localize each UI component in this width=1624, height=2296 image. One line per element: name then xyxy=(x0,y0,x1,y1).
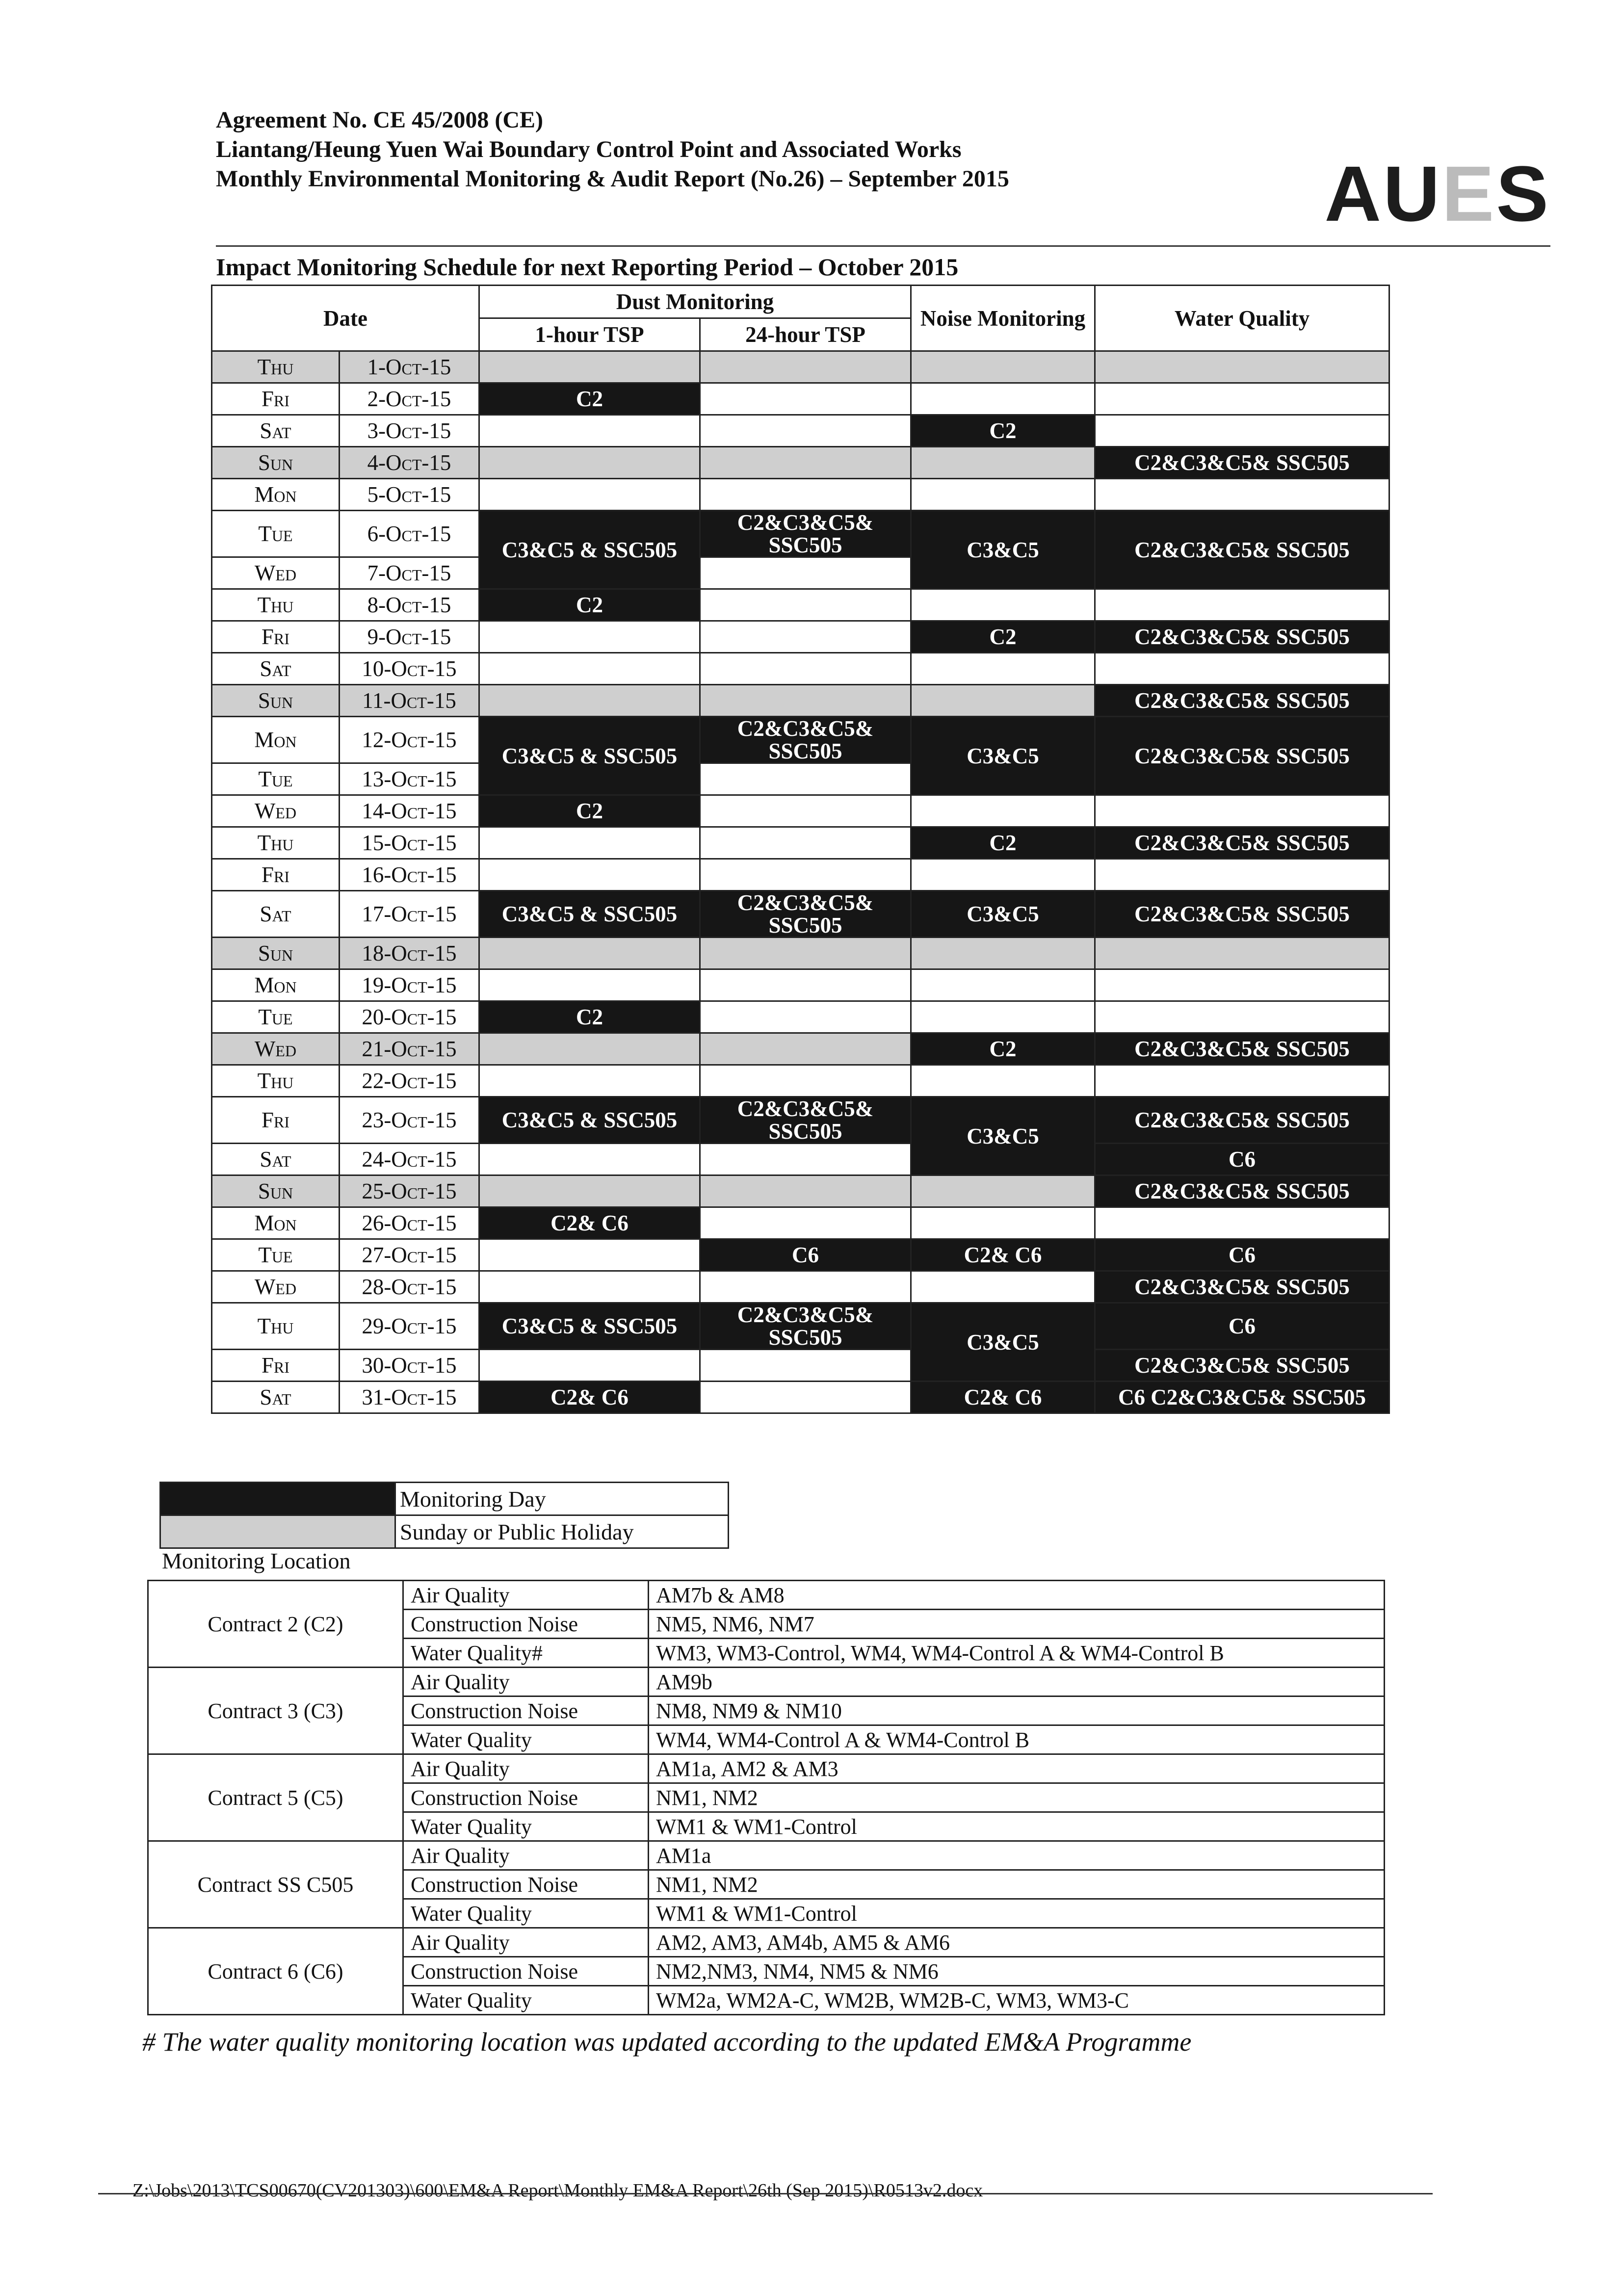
tsp-1hr-cell: C3&C5 & SSC505 xyxy=(479,1097,700,1144)
day-cell: Mon xyxy=(212,969,340,1001)
empty-cell xyxy=(1095,969,1389,1001)
empty-cell xyxy=(479,1065,700,1097)
header-water-quality: Water Quality xyxy=(1095,286,1389,351)
contract-name: Contract 5 (C5) xyxy=(148,1754,403,1841)
water-quality-cell: C2&C3&C5& SSC505 xyxy=(1095,511,1389,589)
parameter-type: Construction Noise xyxy=(403,1696,649,1725)
schedule-row xyxy=(212,1033,1389,1065)
day-cell: Sat xyxy=(212,891,340,938)
day-cell: Fri xyxy=(212,621,340,653)
empty-cell xyxy=(700,795,911,827)
empty-cell xyxy=(479,351,700,383)
empty-cell xyxy=(700,859,911,891)
empty-cell xyxy=(911,1271,1095,1303)
empty-cell xyxy=(1095,1065,1389,1097)
water-quality-cell: C2&C3&C5& SSC505 xyxy=(1095,1033,1389,1065)
empty-cell xyxy=(479,447,700,479)
empty-cell xyxy=(1095,351,1389,383)
footnote: # The water quality monitoring location was updated according to the updated EM&A Programme xyxy=(142,2027,1192,2057)
empty-cell xyxy=(700,557,911,589)
day-cell: Thu xyxy=(212,351,340,383)
tsp-24hr-cell: C2&C3&C5& SSC505 xyxy=(700,1097,911,1144)
day-cell: Sun xyxy=(212,685,340,717)
parameter-type: Water Quality xyxy=(403,1812,649,1841)
date-cell: 17-Oct-15 xyxy=(340,891,479,938)
tsp-1hr-cell: C2& C6 xyxy=(479,1207,700,1239)
header-24hr-tsp: 24-hour TSP xyxy=(700,318,911,351)
empty-cell xyxy=(700,763,911,795)
location-codes: WM4, WM4-Control A & WM4-Control B xyxy=(649,1725,1385,1754)
location-codes: AM9b xyxy=(649,1668,1385,1696)
date-cell: 3-Oct-15 xyxy=(340,415,479,447)
tsp-1hr-cell: C2& C6 xyxy=(479,1382,700,1413)
water-quality-cell: C6 xyxy=(1095,1303,1389,1350)
day-cell: Tue xyxy=(212,1001,340,1033)
legend xyxy=(159,1482,729,1549)
empty-cell xyxy=(479,1239,700,1271)
day-cell: Thu xyxy=(212,589,340,621)
header-noise-monitoring: Noise Monitoring xyxy=(911,286,1095,351)
date-cell: 13-Oct-15 xyxy=(340,763,479,795)
schedule-row xyxy=(212,1271,1389,1303)
parameter-type: Water Quality xyxy=(403,1899,649,1928)
noise-cell: C2 xyxy=(911,1033,1095,1065)
empty-cell xyxy=(700,653,911,685)
logo-text-e: E xyxy=(1441,150,1496,237)
legend-swatch-sunday-holiday xyxy=(160,1515,395,1548)
header-dust-monitoring: Dust Monitoring xyxy=(479,286,911,318)
empty-cell xyxy=(911,1065,1095,1097)
noise-cell: C3&C5 xyxy=(911,1097,1095,1175)
date-cell: 10-Oct-15 xyxy=(340,653,479,685)
location-codes: WM1 & WM1-Control xyxy=(649,1812,1385,1841)
tsp-1hr-cell: C2 xyxy=(479,589,700,621)
empty-cell xyxy=(700,827,911,859)
date-cell: 25-Oct-15 xyxy=(340,1175,479,1207)
noise-cell: C2 xyxy=(911,621,1095,653)
empty-cell xyxy=(479,685,700,717)
day-cell: Thu xyxy=(212,1065,340,1097)
date-cell: 19-Oct-15 xyxy=(340,969,479,1001)
date-cell: 26-Oct-15 xyxy=(340,1207,479,1239)
empty-cell xyxy=(700,1350,911,1382)
schedule-row xyxy=(212,969,1389,1001)
day-cell: Wed xyxy=(212,1033,340,1065)
tsp-1hr-cell: C2 xyxy=(479,1001,700,1033)
empty-cell xyxy=(700,621,911,653)
empty-cell xyxy=(479,1175,700,1207)
empty-cell xyxy=(1095,383,1389,415)
location-codes: NM5, NM6, NM7 xyxy=(649,1610,1385,1639)
legend-row xyxy=(160,1515,729,1548)
day-cell: Thu xyxy=(212,827,340,859)
empty-cell xyxy=(479,621,700,653)
schedule-row xyxy=(212,891,1389,938)
date-cell: 14-Oct-15 xyxy=(340,795,479,827)
empty-cell xyxy=(700,1382,911,1413)
empty-cell xyxy=(911,1207,1095,1239)
empty-cell xyxy=(911,351,1095,383)
logo-text-s: S xyxy=(1496,150,1550,237)
empty-cell xyxy=(911,1001,1095,1033)
empty-cell xyxy=(1095,1207,1389,1239)
parameter-type: Water Quality xyxy=(403,1986,649,2015)
noise-cell: C3&C5 xyxy=(911,1303,1095,1382)
schedule-row xyxy=(212,621,1389,653)
empty-cell xyxy=(1095,479,1389,511)
location-codes: AM1a, AM2 & AM3 xyxy=(649,1754,1385,1783)
monitoring-schedule-table xyxy=(211,285,1390,1414)
location-codes: WM3, WM3-Control, WM4, WM4-Control A & WM4-Control B xyxy=(649,1639,1385,1668)
legend-label-sunday-holiday: Sunday or Public Holiday xyxy=(395,1515,729,1548)
location-codes: AM2, AM3, AM4b, AM5 & AM6 xyxy=(649,1928,1385,1957)
header-1hr-tsp: 1-hour TSP xyxy=(479,318,700,351)
date-cell: 9-Oct-15 xyxy=(340,621,479,653)
day-cell: Wed xyxy=(212,557,340,589)
water-quality-cell: C6 xyxy=(1095,1144,1389,1175)
noise-cell: C2 xyxy=(911,415,1095,447)
schedule-row xyxy=(212,1144,1389,1175)
date-cell: 24-Oct-15 xyxy=(340,1144,479,1175)
location-codes: NM2,NM3, NM4, NM5 & NM6 xyxy=(649,1957,1385,1986)
day-cell: Mon xyxy=(212,1207,340,1239)
parameter-type: Air Quality xyxy=(403,1928,649,1957)
empty-cell xyxy=(1095,589,1389,621)
water-quality-cell: C2&C3&C5& SSC505 xyxy=(1095,1175,1389,1207)
schedule-row xyxy=(212,717,1389,763)
day-cell: Sun xyxy=(212,447,340,479)
date-cell: 4-Oct-15 xyxy=(340,447,479,479)
header-date: Date xyxy=(212,286,479,351)
date-cell: 11-Oct-15 xyxy=(340,685,479,717)
tsp-24hr-cell: C2&C3&C5& SSC505 xyxy=(700,511,911,557)
day-cell: Tue xyxy=(212,763,340,795)
empty-cell xyxy=(700,1144,911,1175)
schedule-row xyxy=(212,795,1389,827)
location-codes: NM8, NM9 & NM10 xyxy=(649,1696,1385,1725)
day-cell: Sun xyxy=(212,938,340,969)
schedule-row xyxy=(212,1239,1389,1271)
tsp-1hr-cell: C3&C5 & SSC505 xyxy=(479,511,700,589)
empty-cell xyxy=(1095,795,1389,827)
tsp-24hr-cell: C6 xyxy=(700,1239,911,1271)
legend-swatch-monitoring-day xyxy=(160,1483,395,1515)
tsp-1hr-cell: C3&C5 & SSC505 xyxy=(479,891,700,938)
day-cell: Sat xyxy=(212,653,340,685)
parameter-type: Construction Noise xyxy=(403,1870,649,1899)
day-cell: Mon xyxy=(212,479,340,511)
tsp-24hr-cell: C2&C3&C5& SSC505 xyxy=(700,717,911,763)
empty-cell xyxy=(911,447,1095,479)
day-cell: Sun xyxy=(212,1175,340,1207)
water-quality-cell: C2&C3&C5& SSC505 xyxy=(1095,891,1389,938)
water-quality-cell: C2&C3&C5& SSC505 xyxy=(1095,621,1389,653)
header-rule xyxy=(216,245,1550,247)
empty-cell xyxy=(479,479,700,511)
date-cell: 22-Oct-15 xyxy=(340,1065,479,1097)
empty-cell xyxy=(911,795,1095,827)
empty-cell xyxy=(700,969,911,1001)
schedule-row xyxy=(212,1207,1389,1239)
day-cell: Tue xyxy=(212,1239,340,1271)
location-codes: WM2a, WM2A-C, WM2B, WM2B-C, WM3, WM3-C xyxy=(649,1986,1385,2015)
parameter-type: Water Quality# xyxy=(403,1639,649,1668)
legend-row xyxy=(160,1483,729,1515)
noise-cell: C2 xyxy=(911,827,1095,859)
empty-cell xyxy=(700,1175,911,1207)
schedule-body xyxy=(212,351,1389,1413)
contract-name: Contract SS C505 xyxy=(148,1841,403,1928)
file-path: Z:\Jobs\2013\TCS00670(CV201303)\600\EM&A Report\Monthly EM&A Report\26th (Sep 2015)\R0513v2.docx xyxy=(132,2180,983,2201)
noise-cell: C2& C6 xyxy=(911,1382,1095,1413)
date-cell: 12-Oct-15 xyxy=(340,717,479,763)
day-cell: Mon xyxy=(212,717,340,763)
empty-cell xyxy=(479,1144,700,1175)
schedule-row xyxy=(212,511,1389,557)
schedule-row xyxy=(212,859,1389,891)
empty-cell xyxy=(479,859,700,891)
schedule-row xyxy=(212,685,1389,717)
schedule-row xyxy=(212,1097,1389,1144)
tsp-1hr-cell: C2 xyxy=(479,383,700,415)
date-cell: 1-Oct-15 xyxy=(340,351,479,383)
day-cell: Fri xyxy=(212,859,340,891)
legend-label-monitoring-day: Monitoring Day xyxy=(395,1483,729,1515)
date-cell: 7-Oct-15 xyxy=(340,557,479,589)
empty-cell xyxy=(479,938,700,969)
parameter-type: Water Quality xyxy=(403,1725,649,1754)
aues-logo xyxy=(1324,150,1550,237)
tsp-1hr-cell: C2 xyxy=(479,795,700,827)
water-quality-cell: C2&C3&C5& SSC505 xyxy=(1095,1097,1389,1144)
date-cell: 30-Oct-15 xyxy=(340,1350,479,1382)
empty-cell xyxy=(700,479,911,511)
location-row xyxy=(148,1581,1385,1610)
empty-cell xyxy=(1095,415,1389,447)
location-codes: NM1, NM2 xyxy=(649,1870,1385,1899)
location-codes: AM7b & AM8 xyxy=(649,1581,1385,1610)
noise-cell: C3&C5 xyxy=(911,891,1095,938)
empty-cell xyxy=(479,653,700,685)
date-cell: 5-Oct-15 xyxy=(340,479,479,511)
date-cell: 2-Oct-15 xyxy=(340,383,479,415)
date-cell: 23-Oct-15 xyxy=(340,1097,479,1144)
day-cell: Wed xyxy=(212,795,340,827)
schedule-row xyxy=(212,479,1389,511)
empty-cell xyxy=(911,653,1095,685)
date-cell: 15-Oct-15 xyxy=(340,827,479,859)
date-cell: 29-Oct-15 xyxy=(340,1303,479,1350)
day-cell: Sat xyxy=(212,1382,340,1413)
noise-cell: C3&C5 xyxy=(911,717,1095,795)
footer-rule xyxy=(98,2193,1433,2194)
date-cell: 8-Oct-15 xyxy=(340,589,479,621)
parameter-type: Air Quality xyxy=(403,1668,649,1696)
empty-cell xyxy=(700,938,911,969)
empty-cell xyxy=(700,1065,911,1097)
location-row xyxy=(148,1841,1385,1870)
parameter-type: Construction Noise xyxy=(403,1957,649,1986)
location-codes: AM1a xyxy=(649,1841,1385,1870)
empty-cell xyxy=(700,1033,911,1065)
empty-cell xyxy=(700,1271,911,1303)
date-cell: 27-Oct-15 xyxy=(340,1239,479,1271)
noise-cell: C2& C6 xyxy=(911,1239,1095,1271)
schedule-row xyxy=(212,827,1389,859)
location-row xyxy=(148,1928,1385,1957)
date-cell: 31-Oct-15 xyxy=(340,1382,479,1413)
empty-cell xyxy=(700,415,911,447)
water-quality-cell: C2&C3&C5& SSC505 xyxy=(1095,1350,1389,1382)
empty-cell xyxy=(1095,653,1389,685)
empty-cell xyxy=(479,969,700,1001)
report-header xyxy=(216,105,1550,237)
contract-name: Contract 6 (C6) xyxy=(148,1928,403,2015)
tsp-24hr-cell: C2&C3&C5& SSC505 xyxy=(700,1303,911,1350)
empty-cell xyxy=(911,969,1095,1001)
schedule-row xyxy=(212,351,1389,383)
logo-text-au: AU xyxy=(1324,150,1442,237)
empty-cell xyxy=(700,685,911,717)
empty-cell xyxy=(700,1207,911,1239)
schedule-row xyxy=(212,1175,1389,1207)
tsp-1hr-cell: C3&C5 & SSC505 xyxy=(479,717,700,795)
water-quality-cell: C2&C3&C5& SSC505 xyxy=(1095,717,1389,795)
day-cell: Sat xyxy=(212,1144,340,1175)
empty-cell xyxy=(911,589,1095,621)
empty-cell xyxy=(700,383,911,415)
schedule-row xyxy=(212,1001,1389,1033)
water-quality-cell: C2&C3&C5& SSC505 xyxy=(1095,827,1389,859)
day-cell: Fri xyxy=(212,383,340,415)
empty-cell xyxy=(479,1271,700,1303)
day-cell: Wed xyxy=(212,1271,340,1303)
empty-cell xyxy=(911,383,1095,415)
location-row xyxy=(148,1754,1385,1783)
empty-cell xyxy=(1095,938,1389,969)
empty-cell xyxy=(911,859,1095,891)
empty-cell xyxy=(700,1001,911,1033)
schedule-row xyxy=(212,589,1389,621)
day-cell: Thu xyxy=(212,1303,340,1350)
location-codes: NM1, NM2 xyxy=(649,1783,1385,1812)
schedule-row xyxy=(212,1382,1389,1413)
tsp-24hr-cell: C2&C3&C5& SSC505 xyxy=(700,891,911,938)
date-cell: 28-Oct-15 xyxy=(340,1271,479,1303)
monitoring-location-table xyxy=(147,1580,1385,2015)
schedule-row xyxy=(212,938,1389,969)
empty-cell xyxy=(479,1033,700,1065)
empty-cell xyxy=(911,1175,1095,1207)
schedule-row xyxy=(212,447,1389,479)
date-cell: 18-Oct-15 xyxy=(340,938,479,969)
day-cell: Fri xyxy=(212,1097,340,1144)
water-quality-cell: C2&C3&C5& SSC505 xyxy=(1095,1271,1389,1303)
contract-name: Contract 2 (C2) xyxy=(148,1581,403,1668)
empty-cell xyxy=(911,479,1095,511)
date-cell: 6-Oct-15 xyxy=(340,511,479,557)
schedule-row xyxy=(212,1065,1389,1097)
schedule-title: Impact Monitoring Schedule for next Reporting Period – October 2015 xyxy=(216,253,959,281)
date-cell: 20-Oct-15 xyxy=(340,1001,479,1033)
parameter-type: Construction Noise xyxy=(403,1610,649,1639)
location-row xyxy=(148,1668,1385,1696)
parameter-type: Air Quality xyxy=(403,1754,649,1783)
project-line: Liantang/Heung Yuen Wai Boundary Control Point and Associated Works xyxy=(216,136,962,162)
empty-cell xyxy=(700,589,911,621)
water-quality-cell: C6 xyxy=(1095,1239,1389,1271)
schedule-row xyxy=(212,1303,1389,1350)
empty-cell xyxy=(700,351,911,383)
locations-body xyxy=(148,1581,1385,2015)
contract-name: Contract 3 (C3) xyxy=(148,1668,403,1754)
water-quality-cell: C2&C3&C5& SSC505 xyxy=(1095,685,1389,717)
schedule-row xyxy=(212,415,1389,447)
empty-cell xyxy=(479,1350,700,1382)
parameter-type: Air Quality xyxy=(403,1581,649,1610)
tsp-1hr-cell: C3&C5 & SSC505 xyxy=(479,1303,700,1350)
empty-cell xyxy=(1095,859,1389,891)
parameter-type: Air Quality xyxy=(403,1841,649,1870)
location-codes: WM1 & WM1-Control xyxy=(649,1899,1385,1928)
day-cell: Sat xyxy=(212,415,340,447)
schedule-row xyxy=(212,653,1389,685)
day-cell: Fri xyxy=(212,1350,340,1382)
parameter-type: Construction Noise xyxy=(403,1783,649,1812)
date-cell: 21-Oct-15 xyxy=(340,1033,479,1065)
empty-cell xyxy=(700,447,911,479)
noise-cell: C3&C5 xyxy=(911,511,1095,589)
empty-cell xyxy=(911,685,1095,717)
schedule-row xyxy=(212,1350,1389,1382)
schedule-row xyxy=(212,383,1389,415)
day-cell: Tue xyxy=(212,511,340,557)
empty-cell xyxy=(911,938,1095,969)
empty-cell xyxy=(479,415,700,447)
empty-cell xyxy=(1095,1001,1389,1033)
empty-cell xyxy=(479,827,700,859)
water-quality-cell: C6 C2&C3&C5& SSC505 xyxy=(1095,1382,1389,1413)
report-line: Monthly Environmental Monitoring & Audit Report (No.26) – September 2015 xyxy=(216,166,1009,192)
water-quality-cell: C2&C3&C5& SSC505 xyxy=(1095,447,1389,479)
agreement-line: Agreement No. CE 45/2008 (CE) xyxy=(216,107,544,133)
monitoring-location-title: Monitoring Location xyxy=(162,1548,351,1573)
date-cell: 16-Oct-15 xyxy=(340,859,479,891)
